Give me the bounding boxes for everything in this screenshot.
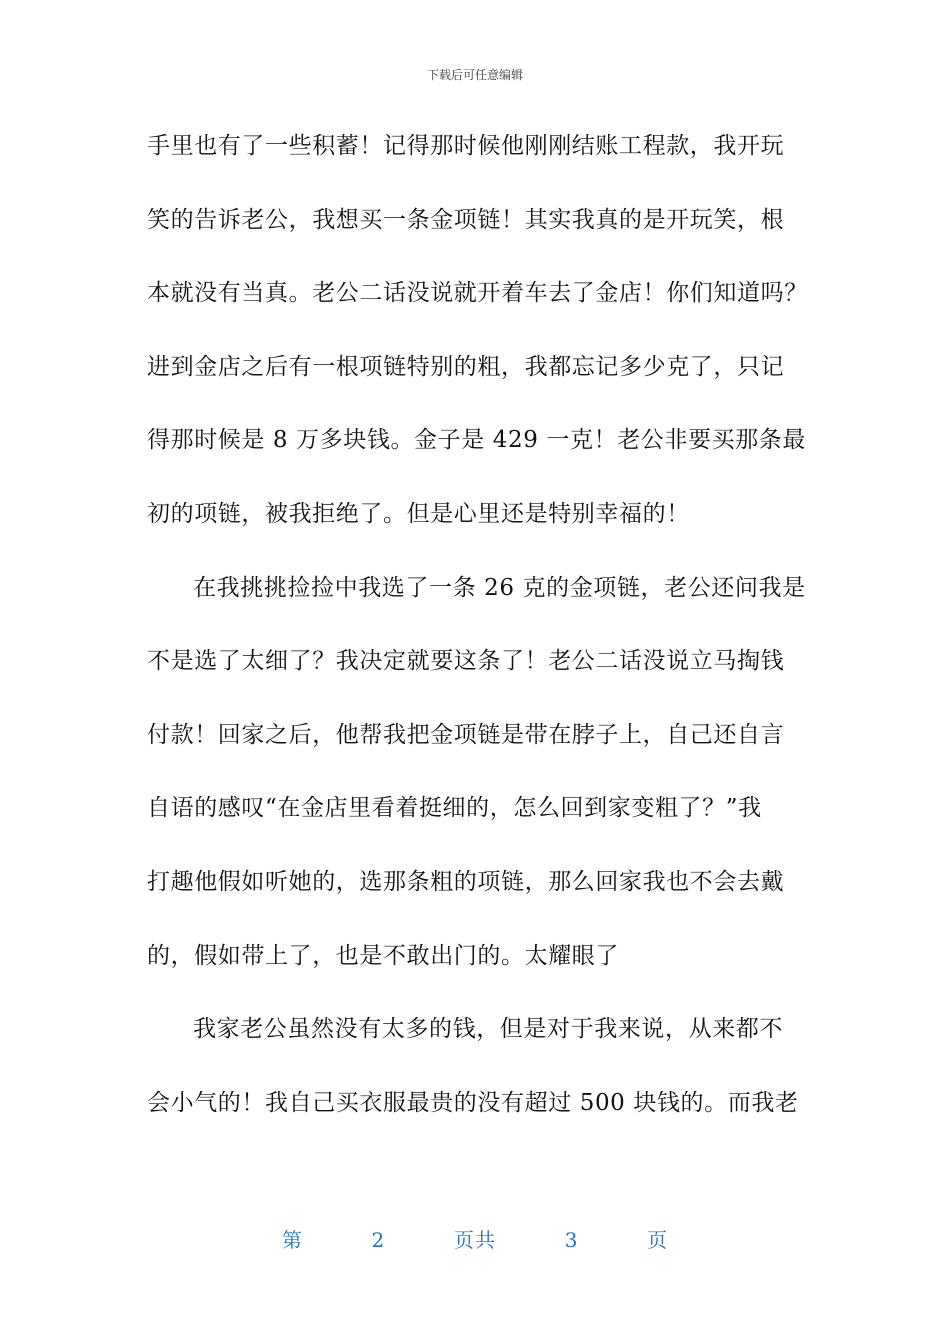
document-body xyxy=(147,110,808,1140)
text-line-8: 不是选了太细了？我决定就要这条了！老公二话没说立马掏钱 xyxy=(147,648,785,675)
text-line-7: 在我挑挑捡捡中我选了一条 26 克的金项链，老公还问我是 xyxy=(193,574,806,601)
footer-label-di: 第 xyxy=(281,1228,303,1252)
text-line-10: 自语的感叹“在金店里看着挺细的，怎么回到家变粗了？”我 xyxy=(147,795,762,822)
footer-label-ye: 页 xyxy=(647,1228,669,1252)
text-line-13: 我家老公虽然没有太多的钱，但是对于我来说，从来都不 xyxy=(193,1016,783,1043)
text-line-4: 进到金店之后有一根项链特别的粗，我都忘记多少克了，只记 xyxy=(147,353,785,380)
page-number-footer xyxy=(0,1224,950,1253)
text-line-2: 笑的告诉老公，我想买一条金项链！其实我真的是开玩笑，根 xyxy=(147,206,785,233)
text-line-12: 的，假如带上了，也是不敢出门的。太耀眼了 xyxy=(147,942,619,969)
text-line-6: 初的项链，被我拒绝了。但是心里还是特别幸福的！ xyxy=(147,500,690,527)
header-note: 下载后可任意编辑 xyxy=(426,68,523,82)
text-line-11: 打趣他假如听她的，选那条粗的项链，那么回家我也不会去戴 xyxy=(147,868,785,895)
text-line-3: 本就没有当真。老公二话没说就开着车去了金店！你们知道吗？ xyxy=(147,280,808,307)
text-line-1: 手里也有了一些积蓄！记得那时候他刚刚结账工程款，我开玩 xyxy=(147,133,785,159)
footer-current-page: 2 xyxy=(371,1228,386,1252)
text-line-14: 会小气的！我自己买衣服最贵的没有超过 500 块钱的。而我老 xyxy=(147,1089,799,1116)
footer-label-ye-gong: 页共 xyxy=(454,1228,496,1252)
footer-total-pages: 3 xyxy=(564,1228,579,1252)
text-line-9: 付款！回家之后，他帮我把金项链是带在脖子上，自己还自言 xyxy=(147,721,785,748)
text-line-5: 得那时候是 8 万多块钱。金子是 429 一克！老公非要买那条最 xyxy=(147,427,806,454)
